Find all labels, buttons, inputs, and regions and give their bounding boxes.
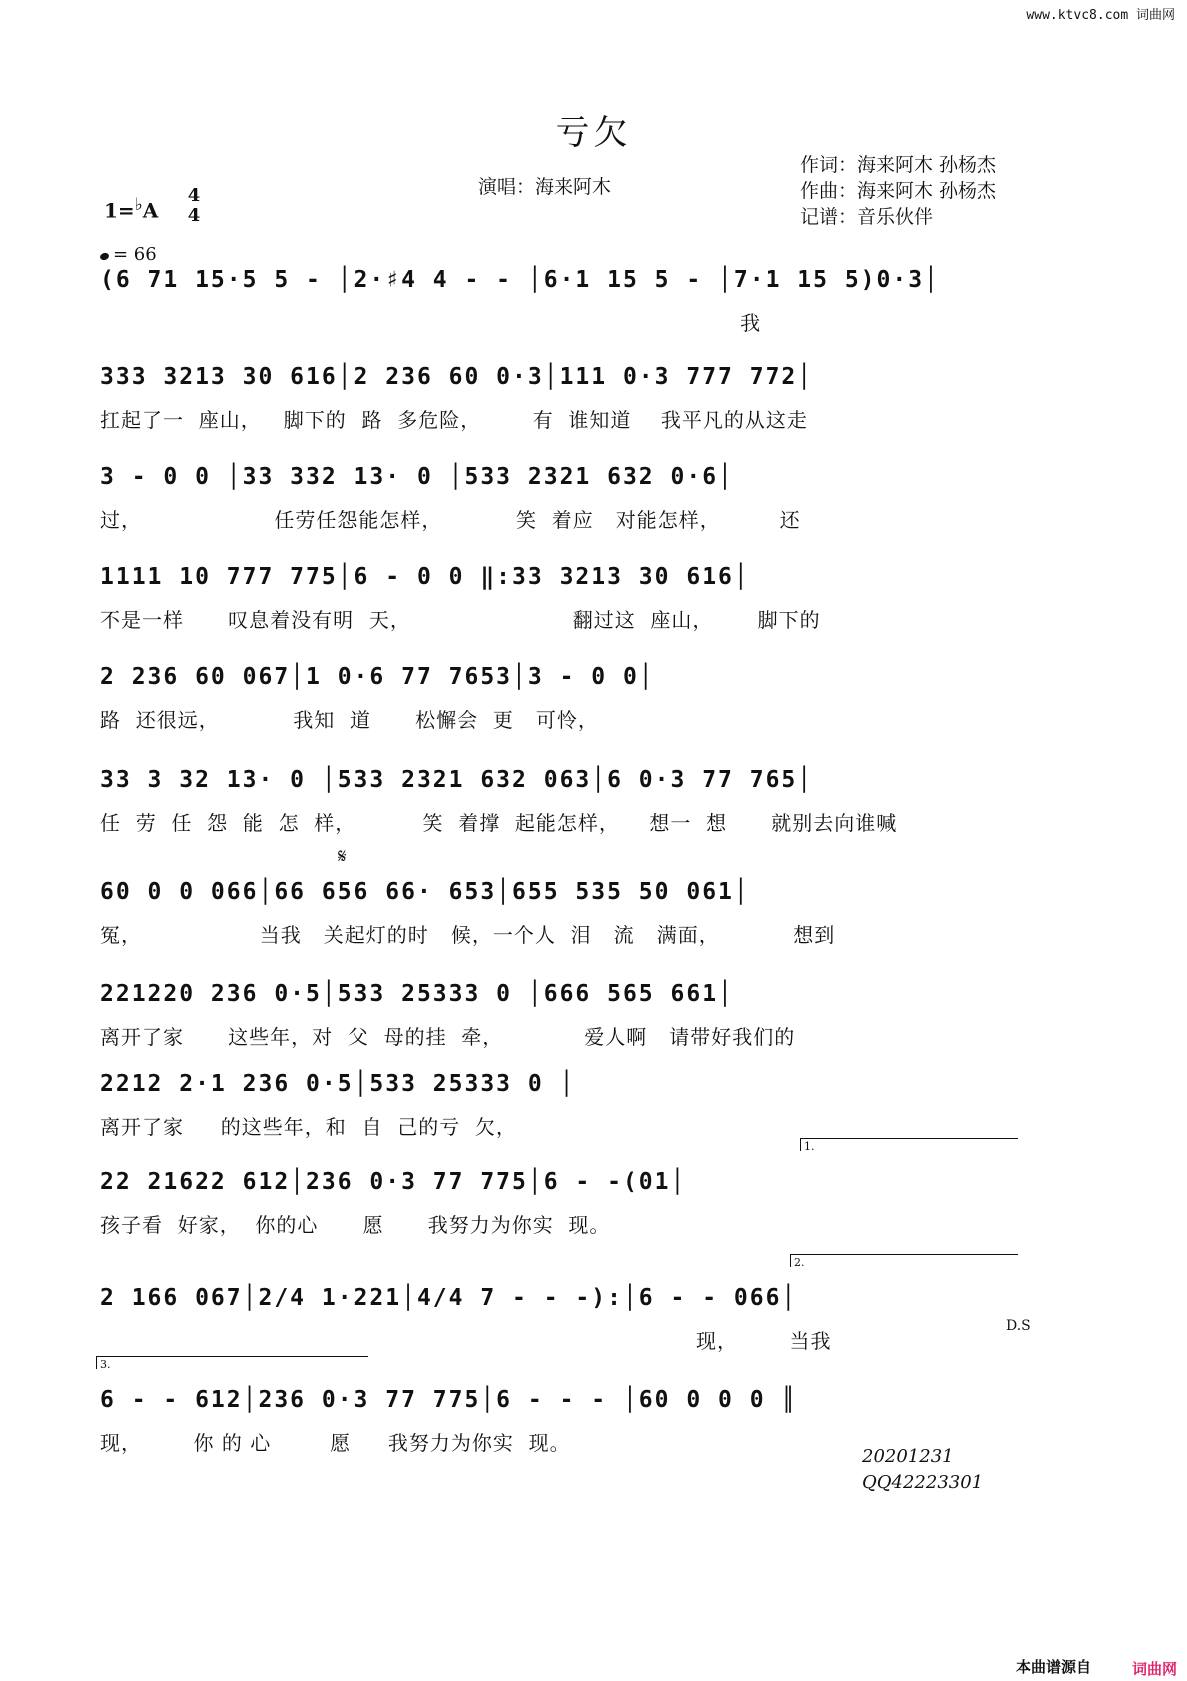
volta-3: 3.	[96, 1356, 368, 1369]
system-notes: 6 - - 612│236 0·3 77 775│6 - - - │60 0 0 0 ║	[100, 1387, 798, 1413]
system-lyrics: 离开了家 的这些年，和 自 己的亏 欠，	[100, 1115, 517, 1139]
qq-number: QQ42223301	[862, 1472, 984, 1493]
key-signature	[104, 195, 158, 223]
system-notes: 333 3213 30 616│2 236 60 0·3│111 0·3 777 772│	[100, 364, 814, 390]
system-notes: 3 - 0 0 │33 332 13· 0 │533 2321 632 0·6│	[100, 464, 734, 490]
system-lyrics: 离开了家 这些年，对 父 母的挂 牵， 爱人啊 请带好我们的	[100, 1025, 796, 1049]
system-lyrics: 不是一样 叹息着没有明 天， 翻过这 座山， 脚下的	[100, 608, 821, 632]
date-stamp: 20201231	[862, 1446, 954, 1467]
composer-credit: 作曲：海来阿木 孙杨杰	[800, 180, 997, 202]
system-lyrics: 任 劳 任 怨 能 怎 样， 笑 着撑 起能怎样， 想一 想 就别去向谁喊	[100, 811, 898, 835]
time-bottom: 4	[187, 205, 201, 226]
system-notes: 1111 10 777 775│6 - 0 0 ‖:33 3213 30 616│	[100, 564, 750, 590]
system-lyrics: 现， 当我	[100, 1329, 832, 1353]
system-notes: 2212 2·1 236 0·5│533 25333 0 │	[100, 1071, 576, 1097]
system-lyrics: 冤， 当我 关起灯的时 候，一个人 泪 流 满面， 想到	[100, 923, 836, 947]
system-lyrics: 我	[100, 311, 762, 335]
system-notes: 33 3 32 13· 0 │533 2321 632 063│6 0·3 77 765│	[100, 767, 814, 793]
lyricist-credit: 作词：海来阿木 孙杨杰	[800, 154, 997, 176]
footer-source-label: 本曲谱源自	[1015, 1658, 1091, 1676]
system-notes: 22 21622 612│236 0·3 77 775│6 - -(01│	[100, 1169, 687, 1195]
ds-marking: D.S	[1006, 1318, 1031, 1334]
footer-site-logo[interactable]: 词曲网	[1131, 1660, 1177, 1678]
system-lyrics: 扛起了一 座山， 脚下的 路 多危险， 有 谁知道 我平凡的从这走	[100, 408, 808, 432]
volta-2: 2.	[790, 1254, 1018, 1267]
time-signature	[184, 186, 204, 226]
site-watermark: www.ktvc8.com 词曲网	[1026, 8, 1175, 23]
system-lyrics: 过， 任劳任怨能怎样， 笑 着应 对能怎样， 还	[100, 508, 801, 532]
segno-icon: 𝄋	[338, 844, 347, 868]
volta-1: 1.	[800, 1138, 1018, 1151]
system-notes: 2 236 60 067│1 0·6 77 7653│3 - 0 0│	[100, 664, 655, 690]
system-notes: 60 0 0 066│66 656 66· 653│655 535 50 061│	[100, 879, 750, 905]
song-title: 亏欠	[555, 113, 632, 153]
system-lyrics: 孩子看 好家， 你的心 愿 我努力为你实 现。	[100, 1213, 611, 1237]
system-lyrics: 路 还很远， 我知 道 松懈会 更 可怜，	[100, 708, 599, 732]
system-lyrics: 现， 你 的 心 愿 我努力为你实 现。	[100, 1431, 571, 1455]
system-notes: 221220 236 0·5│533 25333 0 │666 565 661│	[100, 981, 734, 1007]
key-prefix: 1=	[104, 198, 135, 223]
system-notes: 2 166 067│2/4 1·221│4/4 7 - - -):│6 - - 066│	[100, 1285, 798, 1311]
transcriber-credit: 记谱：音乐伙伴	[800, 206, 934, 228]
system-notes: (6 71 15·5 5 - │2·♯4 4 - - │6·1 15 5 - │7·1 15 5)0·3│	[100, 267, 940, 293]
tempo-value: = 66	[113, 244, 157, 265]
time-top: 4	[187, 185, 201, 206]
key-note: A	[142, 198, 159, 223]
flat-icon: ♭	[134, 195, 143, 215]
singer-credit: 演唱：海来阿木	[478, 176, 612, 198]
